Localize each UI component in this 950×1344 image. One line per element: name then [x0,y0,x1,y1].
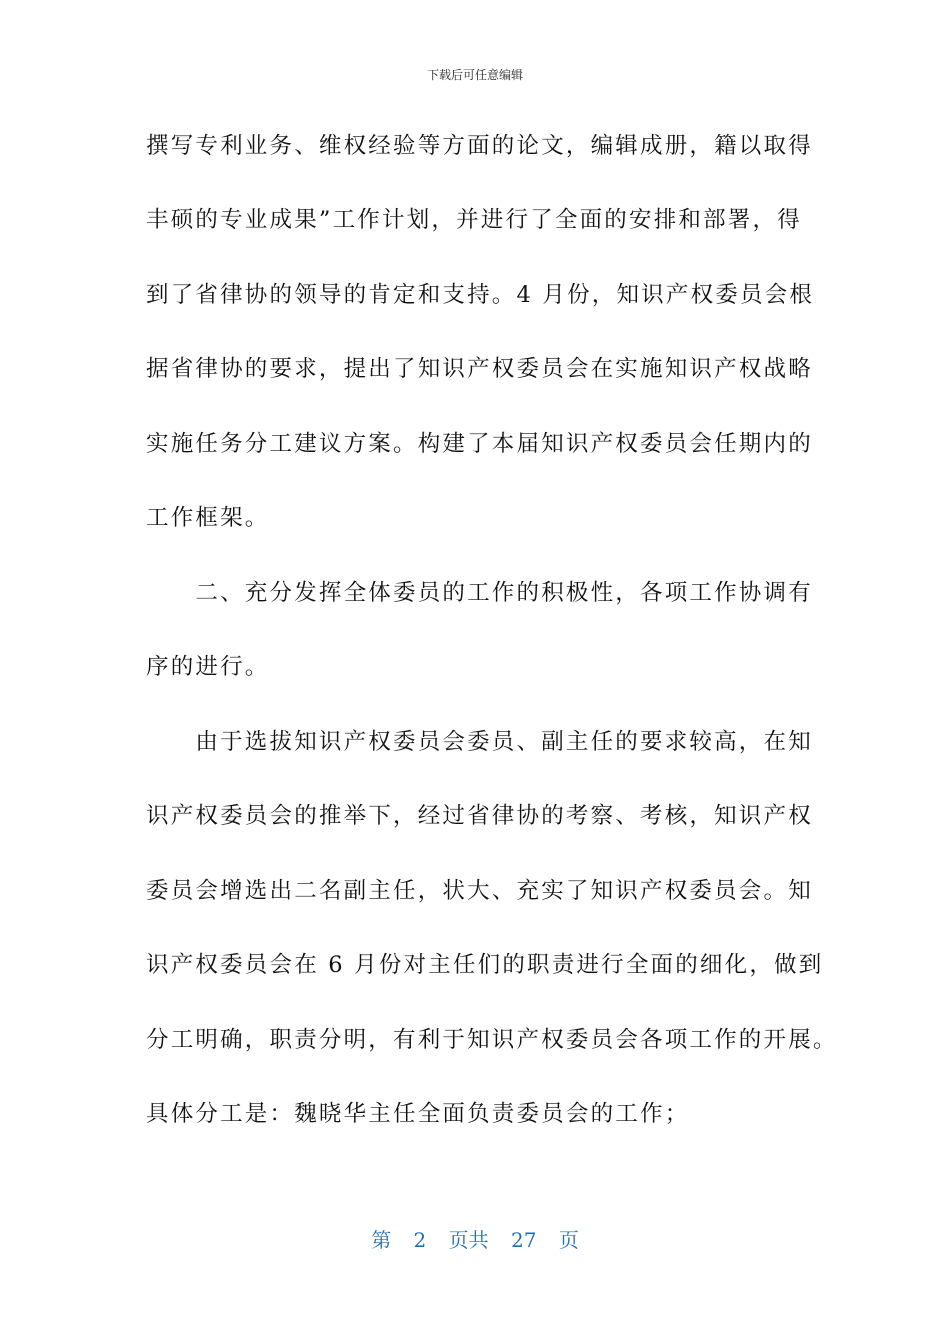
text-line: 丰硕的专业成果”工作计划，并进行了全面的安排和部署，得 [146,207,802,233]
text-line: 由于选拔知识产权委员会委员、副主任的要求较高，在知 [146,729,813,755]
text-line: 识产权委员会的推举下，经过省律协的考察、考核，知识产权 [146,803,813,829]
text-line: 二、充分发挥全体委员的工作的积极性，各项工作协调有 [146,580,813,606]
text-line: 委员会增选出二名副主任，状大、充实了知识产权委员会。知 [146,878,813,904]
text-line: 分工明确，职责分明，有利于知识产权委员会各项工作的开展。 [146,1027,838,1053]
footer-prefix: 第 [371,1228,392,1252]
text-line: 工作框架。 [146,505,270,531]
text-line: 实施任务分工建议方案。构建了本届知识产权委员会任期内的 [146,431,813,457]
text-line: 识产权委员会在 6 月份对主任们的职责进行全面的细化，做到 [146,952,824,978]
footer-total-pages: 27 [511,1228,537,1252]
text-line: 序的进行。 [146,654,270,680]
text-line: 据省律协的要求，提出了知识产权委员会在实施知识产权战略 [146,356,813,382]
text-line: 具体分工是：魏晓华主任全面负责委员会的工作； [146,1101,690,1127]
text-line: 撰写专利业务、维权经验等方面的论文，编辑成册，籍以取得 [146,133,813,159]
header-note: 下载后可任意编辑 [426,68,523,82]
footer-middle: 页共 [448,1228,489,1252]
footer-page-number: 2 [413,1228,427,1252]
text-line: 到了省律协的领导的肯定和支持。4 月份，知识产权委员会根 [146,282,815,308]
page-footer [0,1224,950,1253]
footer-suffix: 页 [558,1228,579,1252]
